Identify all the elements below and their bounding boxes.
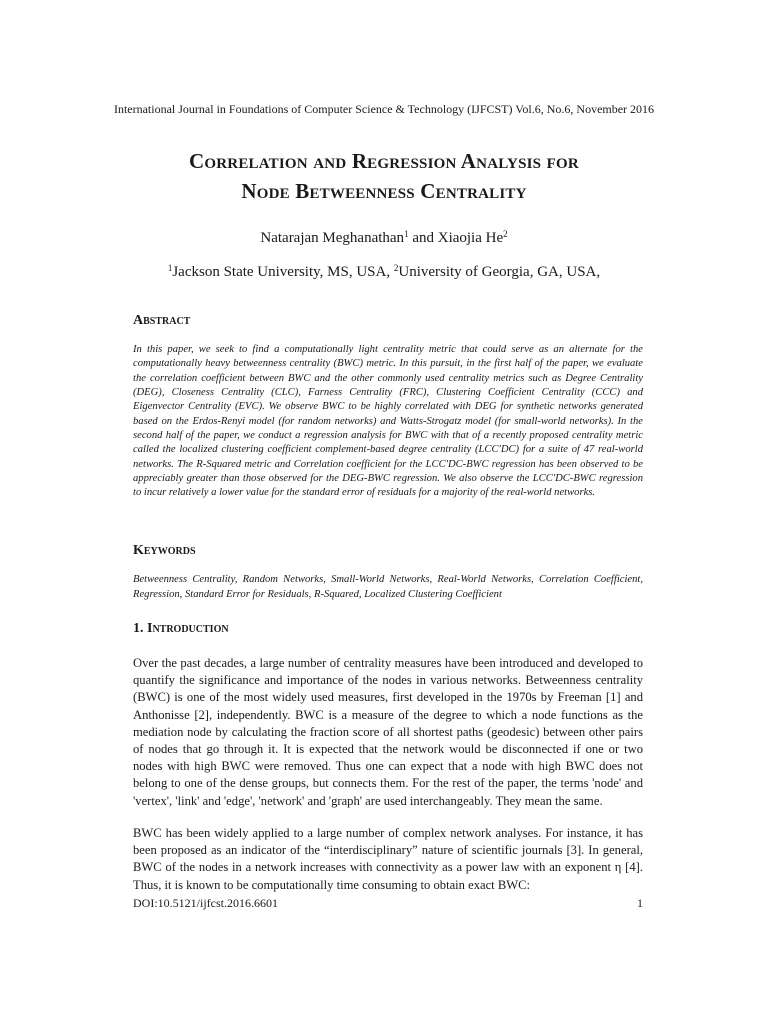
affiliation-line: [0, 262, 768, 282]
keywords-text: Betweenness Centrality, Random Networks, Small-World Networks, Real-World Networks, Correlation Coefficient, Regression, Standard Error for Residuals, R-Squared, Localized Clustering Coefficient: [133, 574, 643, 600]
author-2-affiliation-mark: 2: [503, 229, 508, 239]
abstract-heading: Abstract: [133, 313, 191, 328]
abstract-text: In this paper, we seek to find a computationally light centrality metric that could serve as an alternate for the computationally heavy betweenness centrality (BWC) metric. In this pursuit, in the first half of the paper, we evaluate the correlation coefficient between BWC and the other commonly used centrality metrics such as Degree Centrality (DEG), Closeness Centrality (CLC), Farness Centrality (FRC), Clustering Coefficient Centrality (CCC) and Eigenvector Centrality (EVC). We observe BWC to be highly correlated with DEG for synthetic networks generated based on the Erdos-Renyi model (for random networks) and Watts-Strogatz model (for small-world networks). In the second half of the paper, we conduct a regression analysis for BWC with that of a recently proposed centrality metric called the localized clustering coefficient complement-based degree centrality (LCC'DC) for a suite of 47 real-world networks. The R-Squared metric and Correlation coefficient for the LCC'DC-BWC regression has been observed to be appreciably greater than those observed for the DEG-BWC regression. We also observe the LCC'DC-BWC regression to incur relatively a lower value for the standard error of residuals for a majority of the real-world networks.: [133, 344, 643, 499]
footer-doi: DOI:10.5121/ijfcst.2016.6601: [133, 896, 278, 910]
author-list: [0, 228, 768, 248]
author-1-affiliation-mark: 1: [404, 229, 409, 239]
affiliation-2: University of Georgia, GA, USA,: [398, 264, 601, 280]
affiliation-1-mark: 1: [167, 263, 173, 273]
introduction-heading: 1. Introduction: [133, 621, 229, 636]
author-name-2: Xiaojia He: [437, 230, 504, 246]
paper-title-line1: Correlation and Regression Analysis for: [189, 149, 579, 173]
introduction-paragraph-2: BWC has been widely applied to a large number of complex network analyses. For instance, it has been proposed as an indicator of the “interdisciplinary” nature of scientific journals [3]. In general, BWC of the nodes in a network increases with connectivity as a power law with an exponent η [4]. Thus, it is known to be computationally time consuming to obtain exact BWC:: [133, 826, 643, 892]
affiliation-2-mark: 2: [393, 263, 399, 273]
affiliation-1: Jackson State University, MS, USA,: [172, 264, 394, 280]
author-conjunction: and: [408, 230, 438, 246]
introduction-paragraph-1: Over the past decades, a large number of centrality measures have been introduced and developed to quantify the significance and importance of the nodes in various networks. Betweenness centrality (BWC) is one of the most widely used measures, first developed in the 1970s by Freeman [1] and Anthonisse [2], independently. BWC is a measure of the degree to which a node functions as the mediation node by calculating the fraction score of all shortest paths (geodesic) between other pairs of nodes that go through it. It is expected that the network would be disconnected if one or two nodes with high BWC were removed. Thus one can expect that a node with high BWC does not belong to one of the dense groups, but connects them. For the rest of the paper, the terms 'node' and 'vertex', 'link' and 'edge', 'network' and 'graph' are used interchangeably. They mean the same.: [133, 656, 643, 808]
paper-title-line2: Node Betweenness Centrality: [241, 179, 527, 203]
journal-header: International Journal in Foundations of Computer Science & Technology (IJFCST) Vol.6, No.6, November 2016: [113, 102, 655, 116]
author-name-1: Natarajan Meghanathan: [260, 230, 405, 246]
footer-page-number: 1: [637, 896, 643, 910]
keywords-heading: Keywords: [133, 543, 196, 558]
paper-title: [0, 146, 768, 206]
